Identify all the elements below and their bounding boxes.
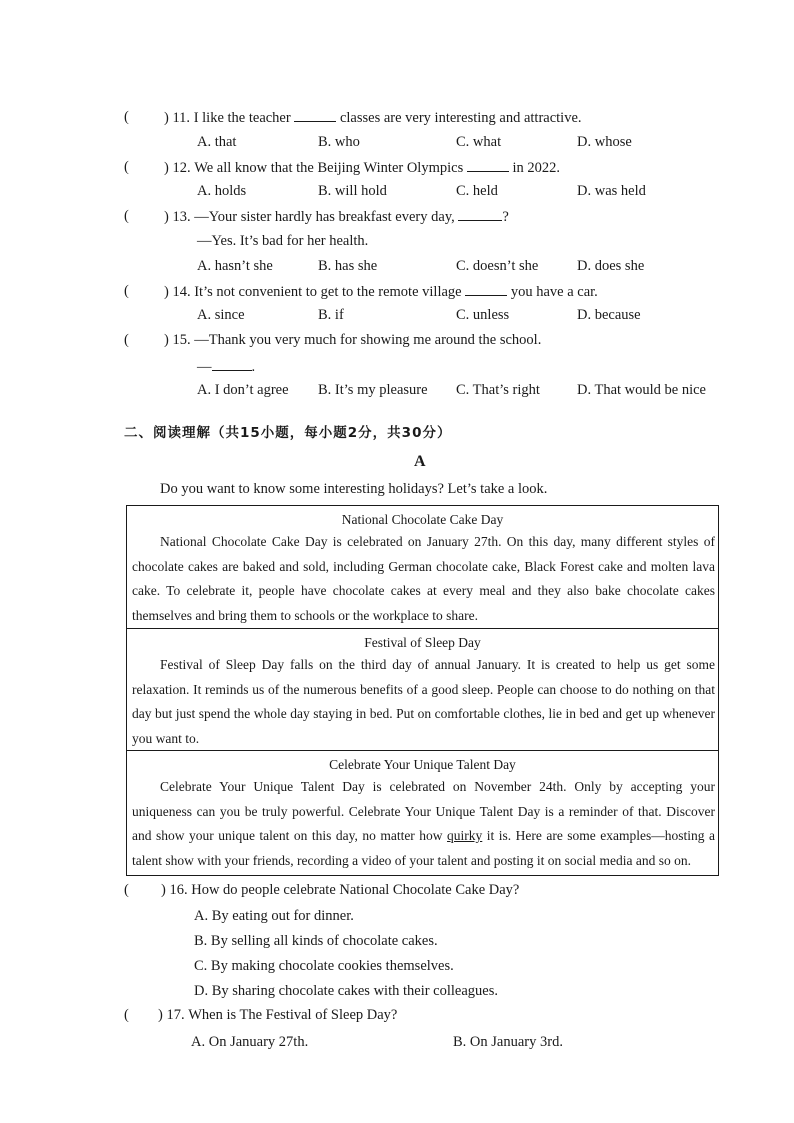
box-body: Celebrate Your Unique Talent Day is celebrated on November 24th. Only by accepting your uniqueness can you be truly powerful. Celebrate Your Unique Talent Day is a reminder of that. Discover and show your unique talent on this day, no matter how quirky it is. Here are some examples—hosting a talent show with your friends, recording a video of your talent and posting it on social media and so on. xyxy=(132,779,715,868)
option-c: C. By making chocolate cookies themselves. xyxy=(194,958,454,974)
option-a: A. I don’t agree xyxy=(197,382,289,398)
option-d: D. was held xyxy=(577,183,646,199)
box-body: National Chocolate Cake Day is celebrated on January 27th. On this day, many different styles of chocolate cakes are baked and sold, including German chocolate cake, Black Forest cake and molten lava cake. To celebrate it, people have chocolate cakes at every meal and they also bake chocolate cakes themselves and bring them to schools or the workplace to share. xyxy=(132,534,715,623)
option-b: B. if xyxy=(318,307,344,323)
answer-paren-left: ( xyxy=(124,283,129,299)
option-a: A. By eating out for dinner. xyxy=(194,908,354,924)
question-16-text: ) 16. How do people celebrate National Chocolate Cake Day? xyxy=(161,882,520,898)
box-body: Festival of Sleep Day falls on the third day of annual January. It is created to help us get some relaxation. It reminds us of the numerous benefits of a good sleep. People can choose to do nothing on that day but just spend the whole day staying in bed. Put on comfortable clothes, lie in bed and get up whenever you want to. xyxy=(132,657,715,746)
option-c: C. That’s right xyxy=(456,382,540,398)
holiday-box-talent-day xyxy=(126,750,719,876)
passage-intro: Do you want to know some interesting holidays? Let’s take a look. xyxy=(160,481,548,497)
option-d: D. By sharing chocolate cakes with their colleagues. xyxy=(194,983,498,999)
option-b: B. who xyxy=(318,134,360,150)
question-12-text: ) 12. We all know that the Beijing Winter Olympics in 2022. xyxy=(164,160,561,176)
passage-letter: A xyxy=(414,453,426,470)
answer-blank xyxy=(465,283,507,296)
box-title: National Chocolate Cake Day xyxy=(341,512,504,527)
option-c: C. unless xyxy=(456,307,510,323)
question-13-text: ) 13. —Your sister hardly has breakfast every day, ? xyxy=(164,209,509,225)
answer-blank xyxy=(458,208,502,221)
section-title: 二、阅读理解（共15小题，每小题2分，共30分） xyxy=(124,425,452,441)
question-15-reply: — . xyxy=(197,359,256,375)
option-b: B. It’s my pleasure xyxy=(318,382,428,398)
option-d: D. because xyxy=(577,307,641,323)
answer-blank xyxy=(467,159,509,172)
question-15-text: ) 15. —Thank you very much for showing me around the school. xyxy=(164,332,542,348)
option-d: D. does she xyxy=(577,258,645,274)
box-title: Celebrate Your Unique Talent Day xyxy=(329,757,516,772)
option-d: D. whose xyxy=(577,134,632,150)
question-11-text: ) 11. I like the teacher classes are very interesting and attractive. xyxy=(164,110,582,126)
underlined-word: quirky xyxy=(447,828,483,844)
option-a: A. that xyxy=(197,134,237,150)
option-c: C. doesn’t she xyxy=(456,258,539,274)
option-a: A. hasn’t she xyxy=(197,258,273,274)
holiday-box-sleep-day xyxy=(126,628,719,751)
answer-paren-left: ( xyxy=(124,208,129,224)
question-13-reply: —Yes. It’s bad for her health. xyxy=(197,233,369,249)
option-a: A. since xyxy=(197,307,245,323)
answer-paren-left: ( xyxy=(124,1007,129,1023)
option-c: C. what xyxy=(456,134,502,150)
option-a: A. holds xyxy=(197,183,247,199)
option-b: B. By selling all kinds of chocolate cakes. xyxy=(194,933,438,949)
option-b: B. will hold xyxy=(318,183,387,199)
answer-blank xyxy=(294,109,336,122)
option-b: B. has she xyxy=(318,258,378,274)
answer-paren-left: ( xyxy=(124,159,129,175)
option-c: C. held xyxy=(456,183,498,199)
box-title: Festival of Sleep Day xyxy=(364,635,481,650)
answer-paren-left: ( xyxy=(124,332,129,348)
question-14-text: ) 14. It’s not convenient to get to the remote village you have a car. xyxy=(164,284,598,300)
option-b: B. On January 3rd. xyxy=(453,1034,563,1050)
answer-paren-left: ( xyxy=(124,109,129,125)
holiday-box-chocolate-cake xyxy=(126,505,719,629)
option-a: A. On January 27th. xyxy=(191,1034,309,1050)
answer-paren-left: ( xyxy=(124,882,129,898)
question-17-text: ) 17. When is The Festival of Sleep Day? xyxy=(158,1007,398,1023)
option-d: D. That would be nice xyxy=(577,382,706,398)
answer-blank xyxy=(212,358,252,371)
